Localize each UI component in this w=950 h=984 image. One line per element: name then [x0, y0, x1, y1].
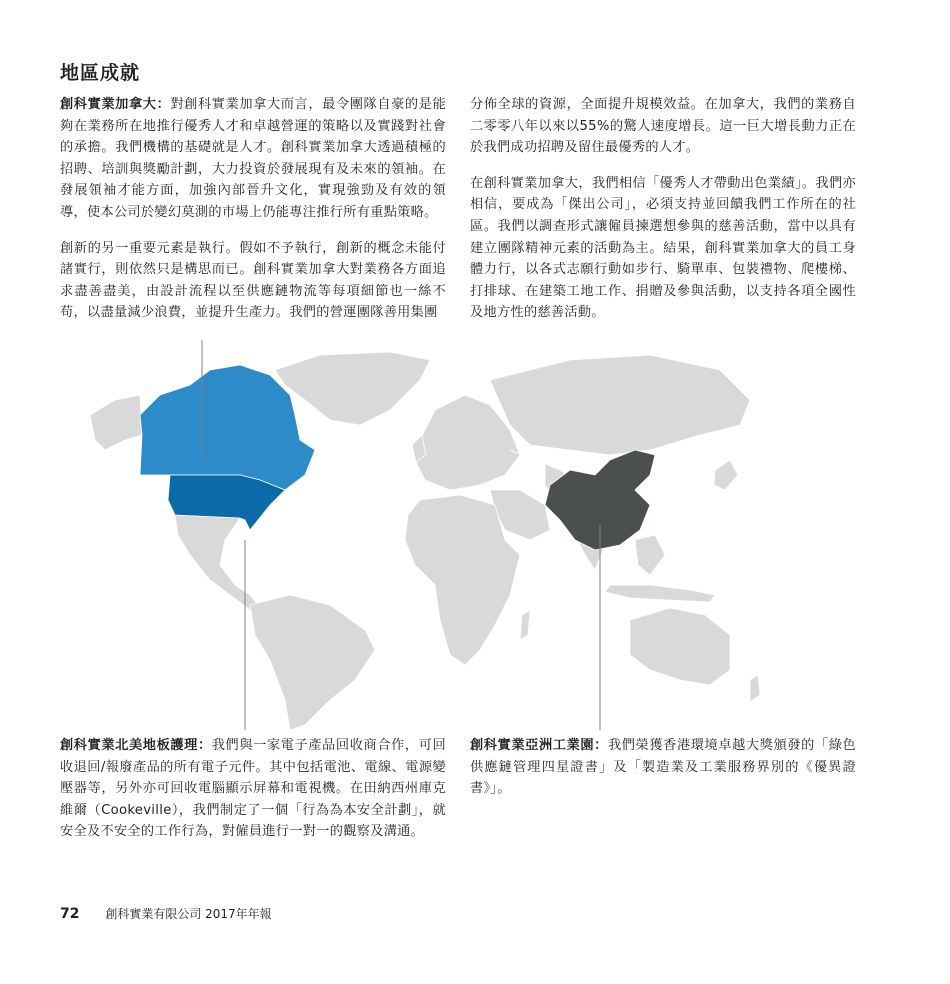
south-america-shape: [250, 595, 375, 730]
lead-canada: 創科實業加拿大：: [60, 97, 171, 112]
column-right: [470, 94, 856, 338]
paragraph-growth: 分佈全球的資源，全面提升規模效益。在加拿大，我們的業務自二零零八年以來以55%的驚人速度增長。這一巨大增長動力正在於我們成功招聘及留住最優秀的人才。: [470, 97, 856, 156]
paragraph-canada-intro: [60, 94, 446, 224]
southeast-asia-shape: [635, 535, 665, 575]
new-zealand-shape: [750, 675, 760, 702]
indonesia-shape: [605, 585, 715, 602]
mexico-shape: [175, 515, 260, 610]
caption-north-america: [60, 735, 446, 857]
lead-asia-park: 創科實業亞洲工業園：: [470, 738, 608, 753]
page-heading: 地區成就: [60, 62, 141, 84]
paragraph-asia-park: [470, 735, 856, 800]
australia-shape: [630, 608, 730, 685]
text-floor-care: 我們與一家電子產品回收商合作，可回收退回/報廢產品的所有電子元件。其中包括電池、電線、電源變壓器等，另外亦可回收電腦顯示屏幕和電視機。在田納西州庫克維爾（Cookeville），我們制定了一個「行為為本安全計劃」，就安全及不安全的工作行為，對僱員進行一對一的觀察及溝通。: [60, 738, 446, 840]
madagascar-shape: [520, 610, 530, 640]
world-map: [90, 340, 770, 730]
column-left: [60, 94, 446, 338]
paragraph-execution: 創新的另一重要元素是執行。假如不予執行，創新的概念未能付諸實行，則依然只是構思而已。創科實業加拿大對業務各方面追求盡善盡美，由設計流程以至供應鏈物流等每項細節也一絲不苟，以盡量減少浪費，並提升生產力。我們的營運團隊善用集團: [60, 240, 446, 321]
text-canada-intro: 對創科實業加拿大而言，最令團隊自豪的是能夠在業務所在地推行優秀人才和卓越營運的策略以及實踐對社會的承擔。我們機構的基礎就是人才。創科實業加拿大透過積極的招聘、培訓與獎勵計劃，大力投資於發展現有及未來的領袖。在發展領袖才能方面，加強內部晉升文化，實現強勁及有效的領導，使本公司於變幻莫測的市場上仍能專注推行所有重點策略。: [60, 97, 446, 220]
page-number: 72: [60, 906, 80, 922]
paragraph-floor-care: [60, 735, 446, 843]
lead-floor-care: 創科實業北美地板護理：: [60, 738, 212, 753]
japan-shape: [714, 460, 738, 490]
publication-title: 創科實業有限公司 2017年年報: [105, 907, 272, 921]
caption-asia: [470, 735, 856, 814]
greenland-shape: [275, 352, 430, 425]
russia-shape: [490, 355, 750, 455]
page-footer: [60, 905, 272, 922]
paragraph-community: 在創科實業加拿大，我們相信「優秀人才帶動出色業績」。我們亦相信，要成為「傑出公司」，必須支持並回饋我們工作所在的社區。我們以調查形式讓僱員揀選想參與的慈善活動，當中以具有建立團隊精神元素的活動為主。結果，創科實業加拿大的員工身體力行，以各式志願行動如步行、騎單車、包裝禮物、爬樓梯、打排球、在建築工地工作、捐贈及參與活動，以支持各項全國性及地方性的慈善活動。: [470, 175, 856, 321]
alaska-shape: [90, 395, 142, 450]
text-asia-park: 我們榮獲香港環境卓越大獎頒發的「綠色供應鏈管理四星證書」及「製造業及工業服務界別的《優異證書》」。: [470, 738, 856, 797]
